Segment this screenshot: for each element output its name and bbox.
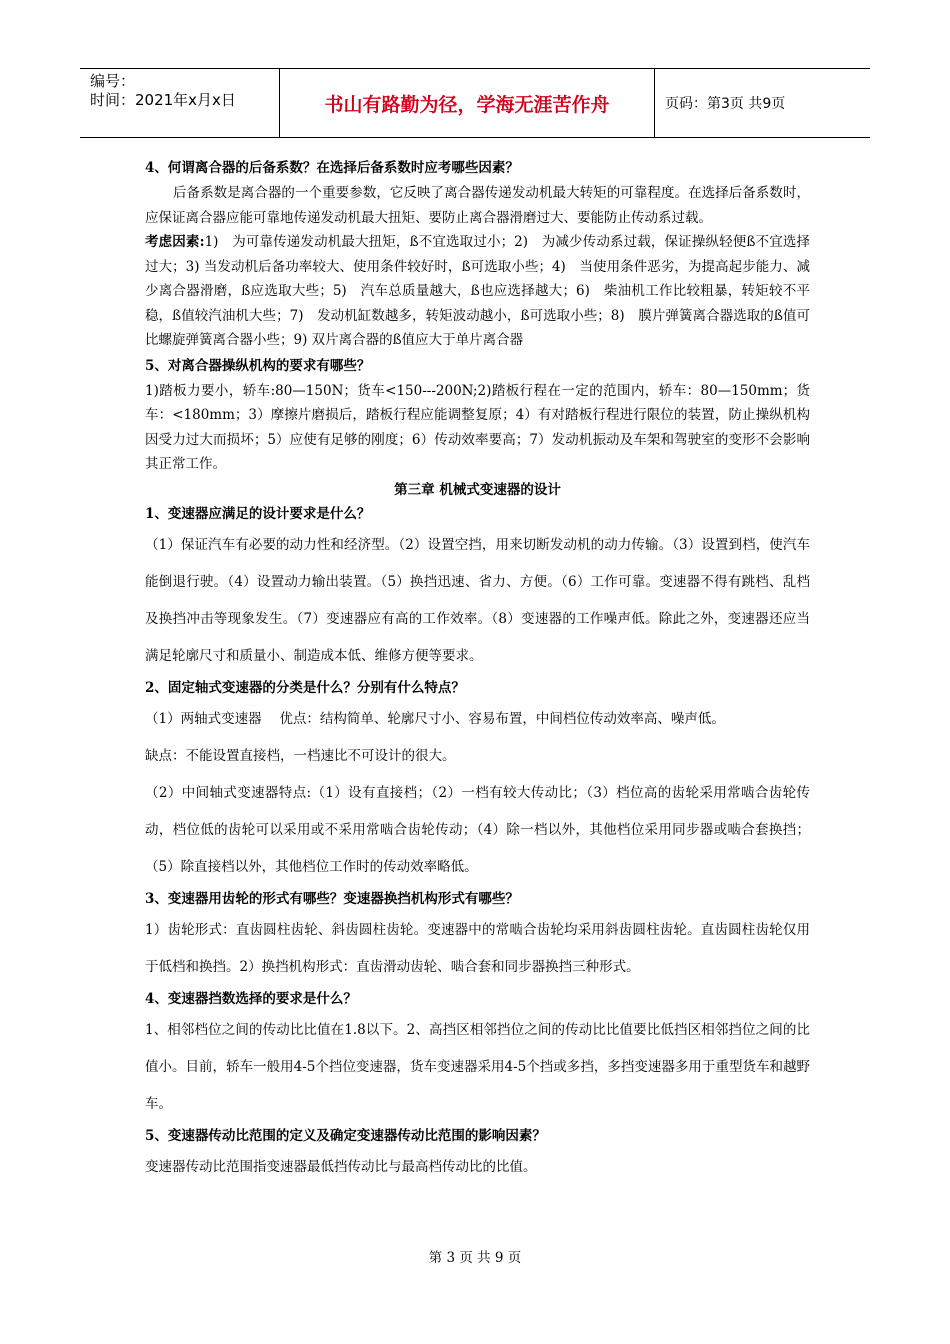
- chapter-title: 第三章 机械式变速器的设计: [394, 481, 561, 498]
- page-number-cell: [655, 69, 870, 137]
- question-heading: 5、变速器传动比范围的定义及确定变速器传动比范围的影响因素？: [145, 1127, 546, 1144]
- question-heading: 2、固定轴式变速器的分类是什么？分别有什么特点？: [145, 679, 465, 696]
- time-label: 时间：2021年x月x日: [90, 91, 236, 109]
- paragraph: 1、相邻档位之间的传动比比值在1.8以下。2、高挡区相邻挡位之间的传动比比值要比低挡区相邻挡位之间的比值小。目前，轿车一般用4-5个挡位变速器，货车变速器采用4-5个挡或多挡，多挡变速器多用于重型货车和越野车。: [145, 1021, 810, 1112]
- paragraph: 缺点：不能设置直接档，一档速比不可设计的很大。: [145, 747, 456, 764]
- motto-cell: [280, 69, 655, 137]
- question-heading: 4、何谓离合器的后备系数？在选择后备系数时应考哪些因素？: [145, 160, 519, 176]
- paragraph: （2）中间轴式变速器特点:（1）设有直接档；（2）一档有较大传动比；（3）档位高的齿轮采用常啮合齿轮传动，档位低的齿轮可以采用或不采用常啮合齿轮传动；（4）除一档以外，其他档位采用同步器或啮合套换挡；（5）除直接档以外，其他档位工作时的传动效率略低。: [145, 784, 810, 875]
- paragraph: 1)踏板力要小，轿车:80—150N；货车<150---200N;2)踏板行程在一定的范围内，轿车：80—150mm；货车：<180mm；3）摩擦片磨损后，踏板行程应能调整复原；4）有对踏板行程进行限位的装置，防止操纵机构因受力过大而损坏；5）应使有足够的刚度；6）传动效率要高；7）发动机振动及车架和驾驶室的变形不会影响其正常工作。: [145, 382, 810, 472]
- factors-text: 1) 为可靠传递发动机最大扭矩，ß不宜选取过小；2) 为减少传动系过载，保证操纵轻便ß不宜选择过大；3) 当发动机后备功率较大、使用条件较好时，ß可选取小些；4) 当使用条件恶劣，为提高起步能力、减少离合器滑磨，ß应选取大些；5) 汽车总质量越大，ß也应选择越大；6) 柴油机工作比较粗暴，转矩较不平稳，ß值较汽油机大些；7) 发动机缸数越多，转矩波动越小，ß可选取小些；8) 膜片弹簧离合器选取的ß值可比螺旋弹簧离合器小些；9) 双片离合器的ß值应大于单片离合器: [145, 234, 810, 348]
- header-meta-cell: [80, 69, 280, 137]
- question-heading: 3、变速器用齿轮的形式有哪些？变速器换挡机构形式有哪些？: [145, 890, 519, 907]
- paragraph: 变速器传动比范围指变速器最低挡传动比与最高档传动比的比值。: [145, 1158, 537, 1175]
- number-label: 编号：: [90, 72, 136, 90]
- question-heading: 5、对离合器操纵机构的要求有哪些？: [145, 357, 371, 374]
- paragraph: 1）齿轮形式：直齿圆柱齿轮、斜齿圆柱齿轮。变速器中的常啮合齿轮均采用斜齿圆柱齿轮。直齿圆柱齿轮仅用于低档和换挡。2）换挡机构形式：直齿滑动齿轮、啮合套和同步器换挡三种形式。: [145, 921, 810, 975]
- page-label: 页码：第3页 共9页: [665, 96, 786, 112]
- factors-label: 考虑因素:: [145, 234, 205, 250]
- paragraph: （1）两轴式变速器 优点：结构简单、轮廓尺寸小、容易布置，中间档位传动效率高、噪声低。: [145, 710, 725, 727]
- question-heading: 1、变速器应满足的设计要求是什么？: [145, 505, 371, 522]
- document-body: [145, 155, 810, 1186]
- paragraph: 后备系数是离合器的一个重要参数，它反映了离合器传递发动机最大转矩的可靠程度。在选择后备系数时，应保证离合器应能可靠地传递发动机最大扭矩、要防止离合器滑磨过大、要能防止传动系过载。: [145, 185, 810, 226]
- question-heading: 4、变速器挡数选择的要求是什么？: [145, 990, 357, 1007]
- paragraph: （1）保证汽车有必要的动力性和经济型。（2）设置空挡，用来切断发动机的动力传输。（3）设置到档，使汽车能倒退行驶。（4）设置动力输出装置。（5）换挡迅速、省力、方便。（6）工作可靠。变速器不得有跳档、乱档及换挡冲击等现象发生。（7）变速器应有高的工作效率。（8）变速器的工作噪声低。除此之外，变速器还应当满足轮廓尺寸和质量小、制造成本低、维修方便等要求。: [145, 536, 810, 664]
- motto-text: 书山有路勤为径，学海无涯苦作舟: [324, 93, 610, 116]
- header-table: [80, 68, 870, 138]
- page-footer: 第 3 页 共 9 页: [428, 1250, 522, 1266]
- paragraph: [145, 230, 810, 353]
